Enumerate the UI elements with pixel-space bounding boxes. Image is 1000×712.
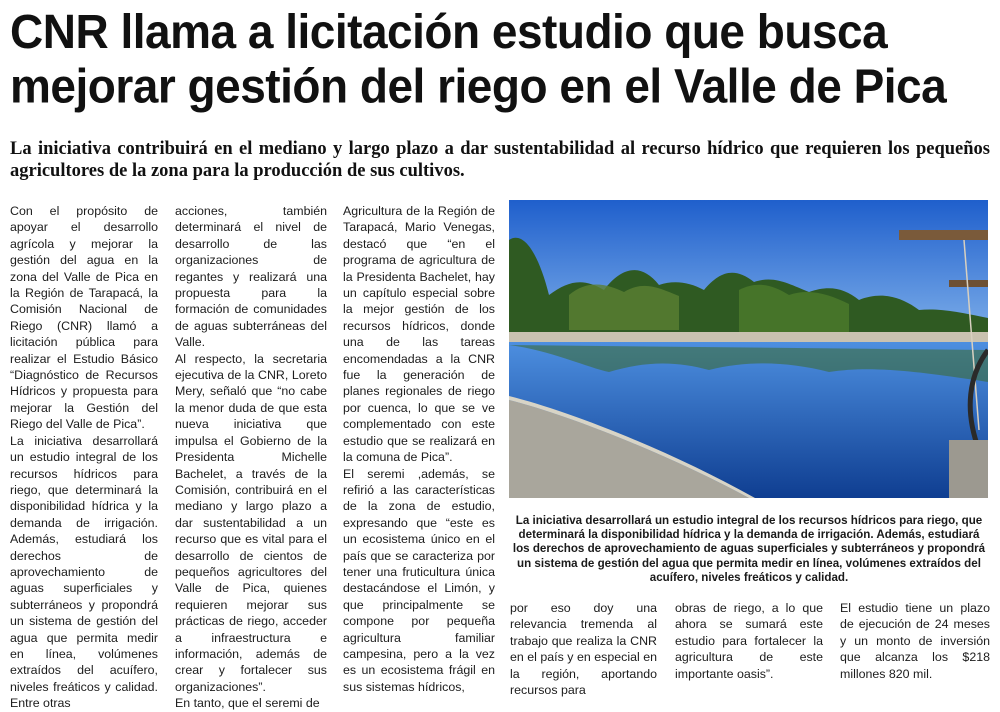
body-column-3 [343, 203, 495, 694]
article-deck: La iniciativa contribuirá en el mediano y largo plazo a dar sustentabilidad al recurso hídrico que requieren los pequeños agricultores de la zona para la producción de sus cultivos. [10, 139, 990, 181]
headline [10, 4, 995, 113]
body-column-4 [510, 600, 657, 698]
paragraph: En tanto, que el seremi de [175, 696, 320, 711]
headline-line-2: mejorar gestión del riego en el Valle de Pica [10, 58, 947, 114]
paragraph: El estudio tiene un plazo de ejecución de 24 meses y un monto de inversión que alcanza los $218 millones 820 mil. [840, 601, 990, 681]
right-wall [949, 440, 988, 498]
body-column-5 [675, 600, 823, 692]
paragraph: acciones, también determinará el nivel de desarrollo de las organizaciones de regantes y realizará una propuesta para la formación de comunidades de aguas subterráneas del Valle. [175, 204, 327, 350]
reservoir-illustration [509, 200, 988, 498]
paragraph: Al respecto, la secretaria ejecutiva de la CNR, Loreto Mery, señaló que “no cabe la menor duda de que esta nueva iniciativa que impulsa el Gobierno de la Presidenta Michelle Bachelet, a través de la Comisión, contribuirá en el mediano y largo plazo a dar sustentabilidad a un recurso que es vital para el desarrollo de cientos de pequeños agricultores del Valle de Pica, quienes requieren mejorar sus prácticas de riego, acceder a infraestructura e información, además de crear y fortalecer sus organizaciones”. [175, 351, 327, 694]
wooden-beam-2 [949, 280, 988, 287]
far-wall [509, 332, 988, 342]
paragraph: El seremi ,además, se refirió a las características de la zona de estudio, expresando que “este es un ecosistema único en el país que se caracteriza por tener una fruticultura única destacándose el Limón, y que principalmente se compone por pequeña agricultura familiar campesina, pero a la vez es un ecosistema frágil en sus sistemas hídricos, [343, 466, 495, 694]
paragraph: Con el propósito de apoyar el desarrollo agrícola y mejorar la gestión del agua en la zona del Valle de Pica en la Región de Tarapacá, la Comisión Nacional de Riego (CNR) llamó a licitación pública para realizar el Estudio Básico “Diagnóstico de Recursos Hídricos y propuesta para mejorar la Gestión del Riego del Valle de Pica”. [10, 204, 158, 432]
paragraph: por eso doy una relevancia tremenda al trabajo que realiza la CNR en el país y en especial en la región, aportando recursos para [510, 601, 657, 698]
body-column-2 [175, 203, 327, 711]
paragraph: La iniciativa desarrollará un estudio integral de los recursos hídricos para riego, que determinará la disponibilidad hídrica y la demanda de irrigación. Además, estudiará los derechos de aprovechamiento de aguas superficiales y subterráneos y propondrá un sistema de gestión del agua que permita medir en línea, volúmenes extraídos del acuífero, niveles freáticos y calidad. Entre otras [10, 433, 158, 711]
wooden-beam [899, 230, 988, 240]
body-column-6 [840, 600, 990, 692]
photo-caption: La iniciativa desarrollará un estudio integral de los recursos hídricos para riego, que determinará la disponibilidad hídrica y la demanda de irrigación. Además, estudiará los derechos de aprovechamiento de aguas superficiales y subterráneos y propondrá un sistema de gestión del agua que permita medir en línea, volúmenes extraídos del acuífero, niveles freáticos y calidad. [512, 514, 986, 584]
headline-line-1: CNR llama a licitación estudio que busca [10, 4, 888, 59]
paragraph: Agricultura de la Región de Tarapacá, Mario Venegas, destacó que “en el programa de agricultura de la Presidenta Bachelet, hay un capítulo especial sobre la mejor gestión de los recursos hídricos, donde una de las tareas encomendadas a la CNR fue la generación de planes regionales de riego por cuenca, lo que se ve complementado con este estudio que se realizará en la comuna de Pica”. [343, 204, 495, 465]
paragraph: obras de riego, a lo que ahora se sumará este estudio para fortalecer la agricultura de este importante oasis”. [675, 601, 823, 681]
body-column-1 [10, 203, 158, 711]
reservoir-photo [509, 200, 988, 498]
